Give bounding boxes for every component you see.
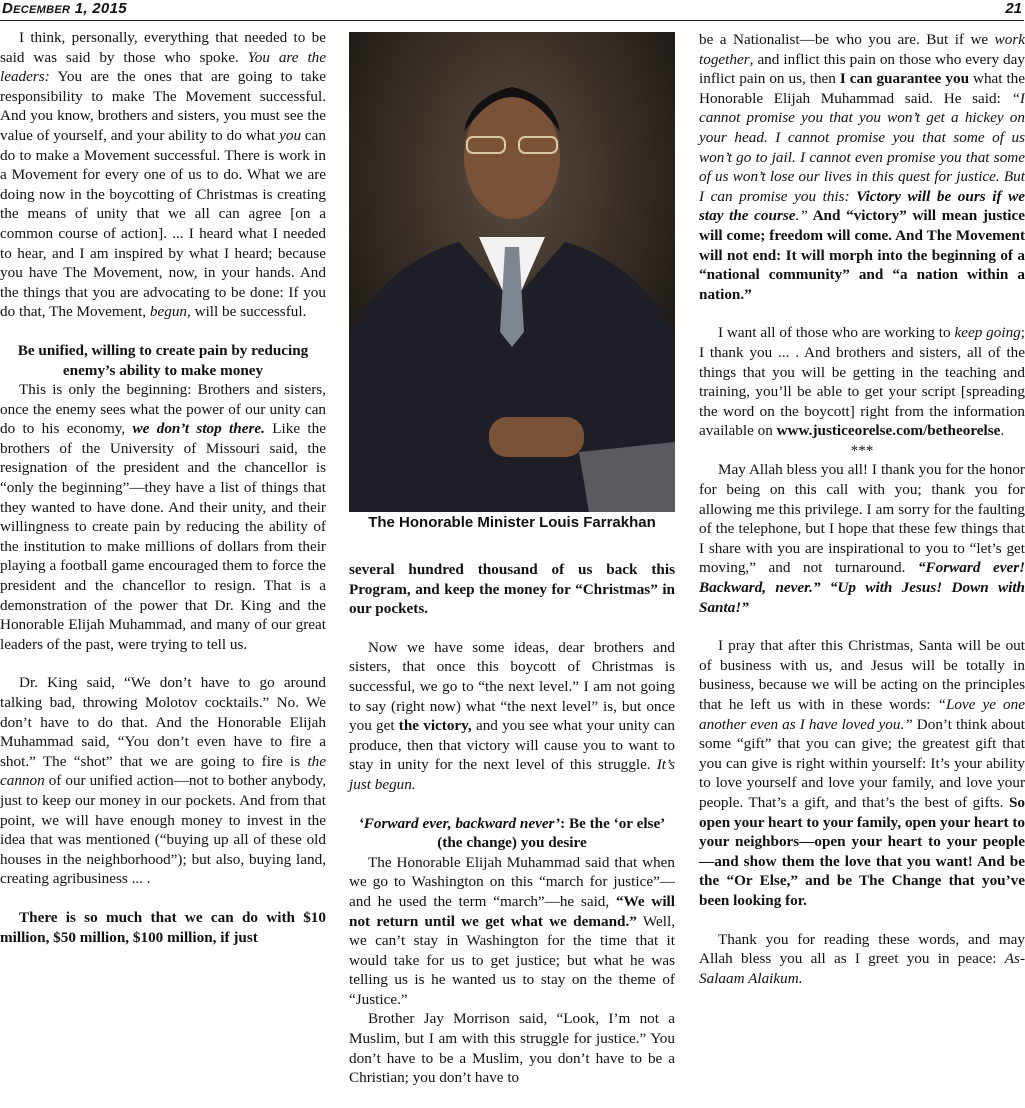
paragraph: I pray that after this Christmas, Santa will be out of business with us, and Jesus will be totally in business, because we will be acting on the principles that he left us with in these words: “Love ye one another even as I have loved you.” Don’t think about some “gift” that you can give; the greatest gift that you can give is right within yourself: It’s your ability to love yourself and love your family, and love your people. That’s a gift, and that’s the best of gifts. So open your heart to your family, open your heart to your neighbors—open your heart to your people—and show them the love that you want! And be the “Or Else,” and be The Change that you’ve been looking for. [699,637,1025,909]
paragraph: Thank you for reading these words, and may Allah bless you all as I greet you in peace: As-Salaam Alaikum. [699,930,1025,987]
issue-date: December 1, 2015 [2,0,127,17]
page-header [0,0,1024,21]
subheading: Be unified, willing to create pain by reducing enemy’s ability to make money [17,341,309,379]
photo-block [349,32,675,531]
paragraph: There is so much that we can do with $10 million, $50 million, $100 million, if just [0,908,326,946]
paragraph: several hundred thousand of us back this Program, and keep the money for “Christmas” in our pockets. [349,561,675,618]
paragraph: I think, personally, everything that needed to be said was said by those who spoke. You are the leaders: You are the ones that are going to take responsibility to make The Movement successful. And you know, brothers and sisters, you must see the value of yourself, and your ability to do what you can do to make a Movement successful. There is work in a Movement for every one of us to do. What we are doing now in the boycotting of Christmas is creating the means of unity that we all can agree [on a common course of action]. ... I heard what I needed to hear, and I am inspired by what I heard; because you have The Movement, now, in your hands. And the things that you are advocating to be done: If you do that, The Movement, begun, will be successful. [0,29,327,321]
section-separator: *** [850,441,874,459]
paragraph: Dr. King said, “We don’t have to go around talking bad, throwing Molotov cocktails.” No. We don’t have to do that. And the Honorable Elijah Muhammad said, “You don’t even have to fire a shot.” The “shot” that we are going to fire is the cannon of our unified action—not to bother anybody, just to keep our money in our pockets. And from that point, we will have enough money to invest in the idea that was mentioned (“buying up all of these old houses in the neighborhood”); but also, buying land, creating agribusiness ... . [0,674,326,888]
web-address: www.justiceorelse.com/betheorelse [776,422,1001,440]
subheading: ‘Forward ever, backward never’: Be the ‘or else’ (the change) you desire [358,814,666,852]
photo-caption: The Honorable Minister Louis Farrakhan [368,514,656,531]
paragraph: Now we have some ideas, dear brothers and sisters, that once this boycott of Christmas is successful, we go to “the next level.” I am not going to say (right now) what “the next level” is, but once you get the victory, and you see what your unity can produce, then that victory will cause you to want to stay in unity for the next level of this struggle. It’s just begun. [349,638,675,793]
paragraph: I want all of those who are working to keep going; I thank you ... . And brothers and sisters, all of the things that you will be getting in the teaching and training, you’ll be able to get your script [spreading the word on the boycott] right from the information available on www.justiceorelse.com/betheorelse. [699,324,1025,440]
paragraph: This is only the beginning: Brothers and sisters, once the enemy sees what the power of our unity can do to his economy, we don’t stop there. Like the brothers of the University of Missouri said, the resignation of the president and the chancellor is “only the beginning”—they have a list of things that they wanted to have done. And their unity, and their willingness to create pain by reducing the ability of the institution to make millions of dollars from their playing a football game encouraged them to force the president and the chancellor to resign. That is a demonstration of the power that Dr. King and the Honorable Elijah Muhammad, and many of our great leaders of the past, were trying to tell us. [0,381,326,653]
column-1 [0,28,326,947]
paragraph: Brother Jay Morrison said, “Look, I’m not a Muslim, but I am with this struggle for justice.” You don’t have to be a Muslim, you don’t have to be a Christian; you don’t have to [349,1010,675,1087]
page-number: 21 [1005,0,1022,17]
paragraph: be a Nationalist—be who you are. But if we work together, and inflict this pain on those who every day inflict pain on us, then I can guarantee you what the Honorable Elijah Muhammad said. He said: “I cannot promise you that you won’t get a hickey on your head. I cannot promise you that some of us won’t go to jail. I cannot even promise you that some of us won’t lose our lives in this quest for justice. But I can promise you this: Victory will be ours if we stay the course.” And “victory” will mean justice will come; freedom will come. And The Movement will not end: It will morph into the beginning of a “national community” and “a nation within a nation.” [699,31,1025,303]
paragraph: May Allah bless you all! I thank you for the honor for being on this call with you; thank you for allowing me this privilege. I am sorry for the faulting of the telephone, but I hope that these few things that I share with you are inspirational to you to “let’s get moving,” and not turnaround. “Forward ever! Backward, never.” “Up with Jesus! Down with Santa!” [699,461,1025,616]
portrait-photo [349,32,675,512]
column-3 [699,30,1025,988]
paragraph: The Honorable Elijah Muhammad said that when we go to Washington on this “march for justice”—and he used the term “march”—he said, “We will not return until we get what we demand.” Well, we can’t stay in Washington for the time that it would take for us to get justice; but what he was telling us is he wanted us to stay on the theme of “Justice.” [349,853,675,1008]
column-2 [349,560,675,1088]
